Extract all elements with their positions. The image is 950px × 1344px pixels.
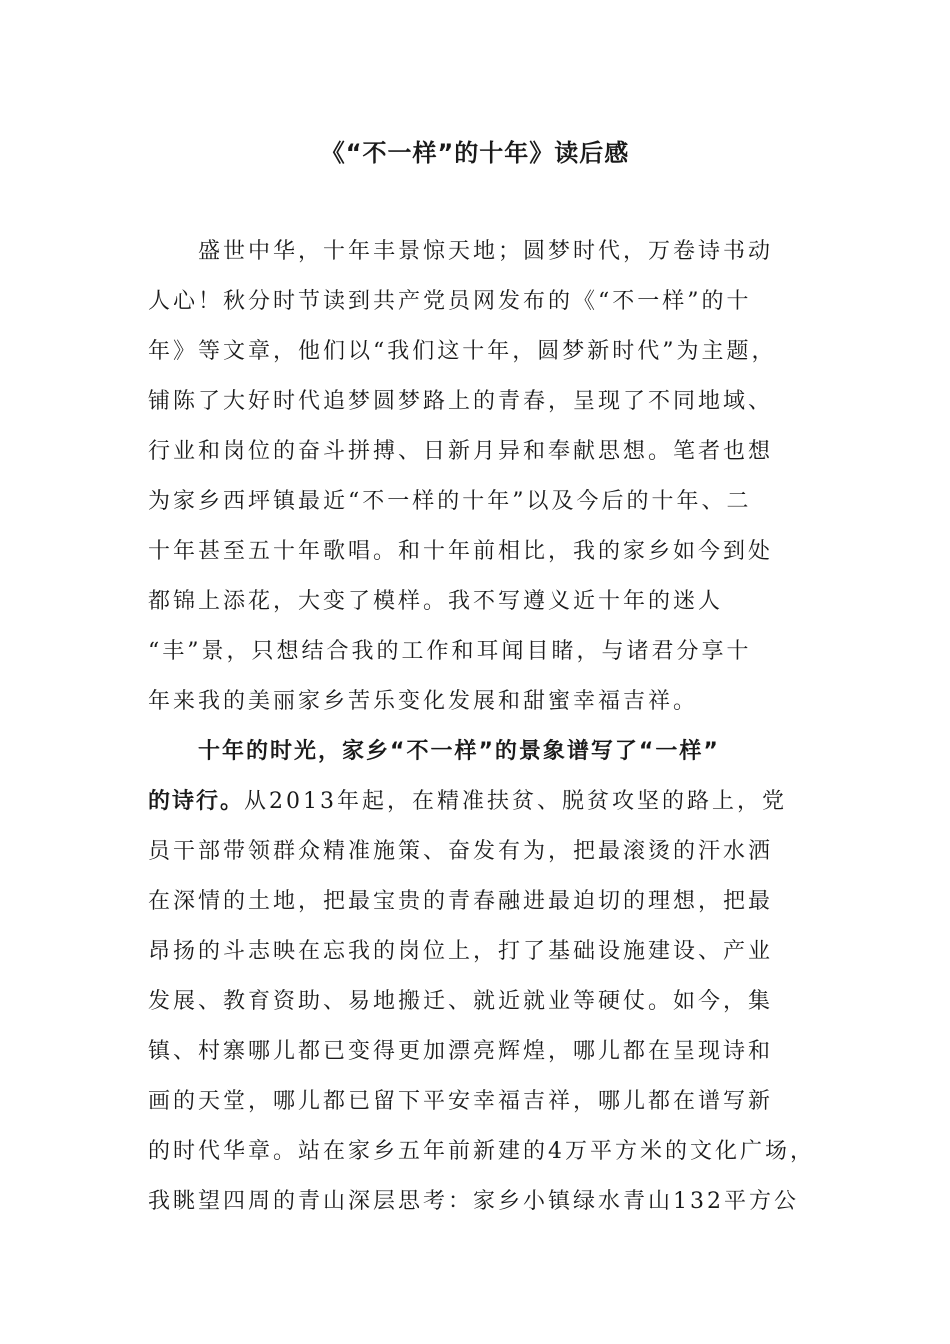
text-line: 为家乡西坪镇最近“不一样的十年”以及今后的十年、二	[148, 489, 752, 514]
text-line: 行业和岗位的奋斗拼搏、日新月异和奉献思想。笔者也想	[148, 439, 774, 464]
text-line: 都锦上添花，大变了模样。我不写遵义近十年的迷人	[148, 589, 724, 614]
text-line: 画的天堂，哪儿都已留下平安幸福吉祥，哪儿都在谱写新	[148, 1089, 774, 1114]
text-line: 的时代华章。站在家乡五年前新建的4万平方米的文化广场，	[148, 1139, 815, 1164]
paragraph-1	[148, 232, 816, 732]
text-line: “丰”景，只想结合我的工作和耳闻目睹，与诸君分享十	[148, 639, 752, 664]
document-title: 《“不一样”的十年》读后感	[320, 139, 630, 167]
text-line: 盛世中华，十年丰景惊天地；圆梦时代，万卷诗书动	[198, 239, 774, 264]
paragraph-2	[148, 732, 816, 1232]
document-body	[148, 232, 816, 1232]
text-line	[148, 782, 816, 832]
paragraph-heading-end: 的诗行。	[148, 789, 245, 814]
text-line: 十年甚至五十年歌唱。和十年前相比，我的家乡如今到处	[148, 539, 774, 564]
text-line: 在深情的土地，把最宝贵的青春融进最迫切的理想，把最	[148, 889, 774, 914]
text-line: 我眺望四周的青山深层思考：家乡小镇绿水青山132平方公	[148, 1189, 799, 1214]
text-span: 从2013年起，在精准扶贫、脱贫攻坚的路上，党	[244, 789, 788, 814]
text-line: 发展、教育资助、易地搬迁、就近就业等硬仗。如今，集	[148, 989, 774, 1014]
text-line: 年来我的美丽家乡苦乐变化发展和甜蜜幸福吉祥。	[148, 689, 699, 714]
text-line: 镇、村寨哪儿都已变得更加漂亮辉煌，哪儿都在呈现诗和	[148, 1039, 774, 1064]
text-line: 员干部带领群众精准施策、奋发有为，把最滚烫的汗水洒	[148, 839, 774, 864]
text-line: 铺陈了大好时代追梦圆梦路上的青春，呈现了不同地域、	[148, 389, 774, 414]
paragraph-heading: 十年的时光，家乡“不一样”的景象谱写了“一样”	[198, 739, 720, 764]
text-line: 人心！秋分时节读到共产党员网发布的《“不一样”的十	[148, 289, 752, 314]
text-line: 年》等文章，他们以“我们这十年，圆梦新时代”为主题，	[148, 339, 777, 364]
text-line: 昂扬的斗志映在忘我的岗位上，打了基础设施建设、产业	[148, 939, 774, 964]
